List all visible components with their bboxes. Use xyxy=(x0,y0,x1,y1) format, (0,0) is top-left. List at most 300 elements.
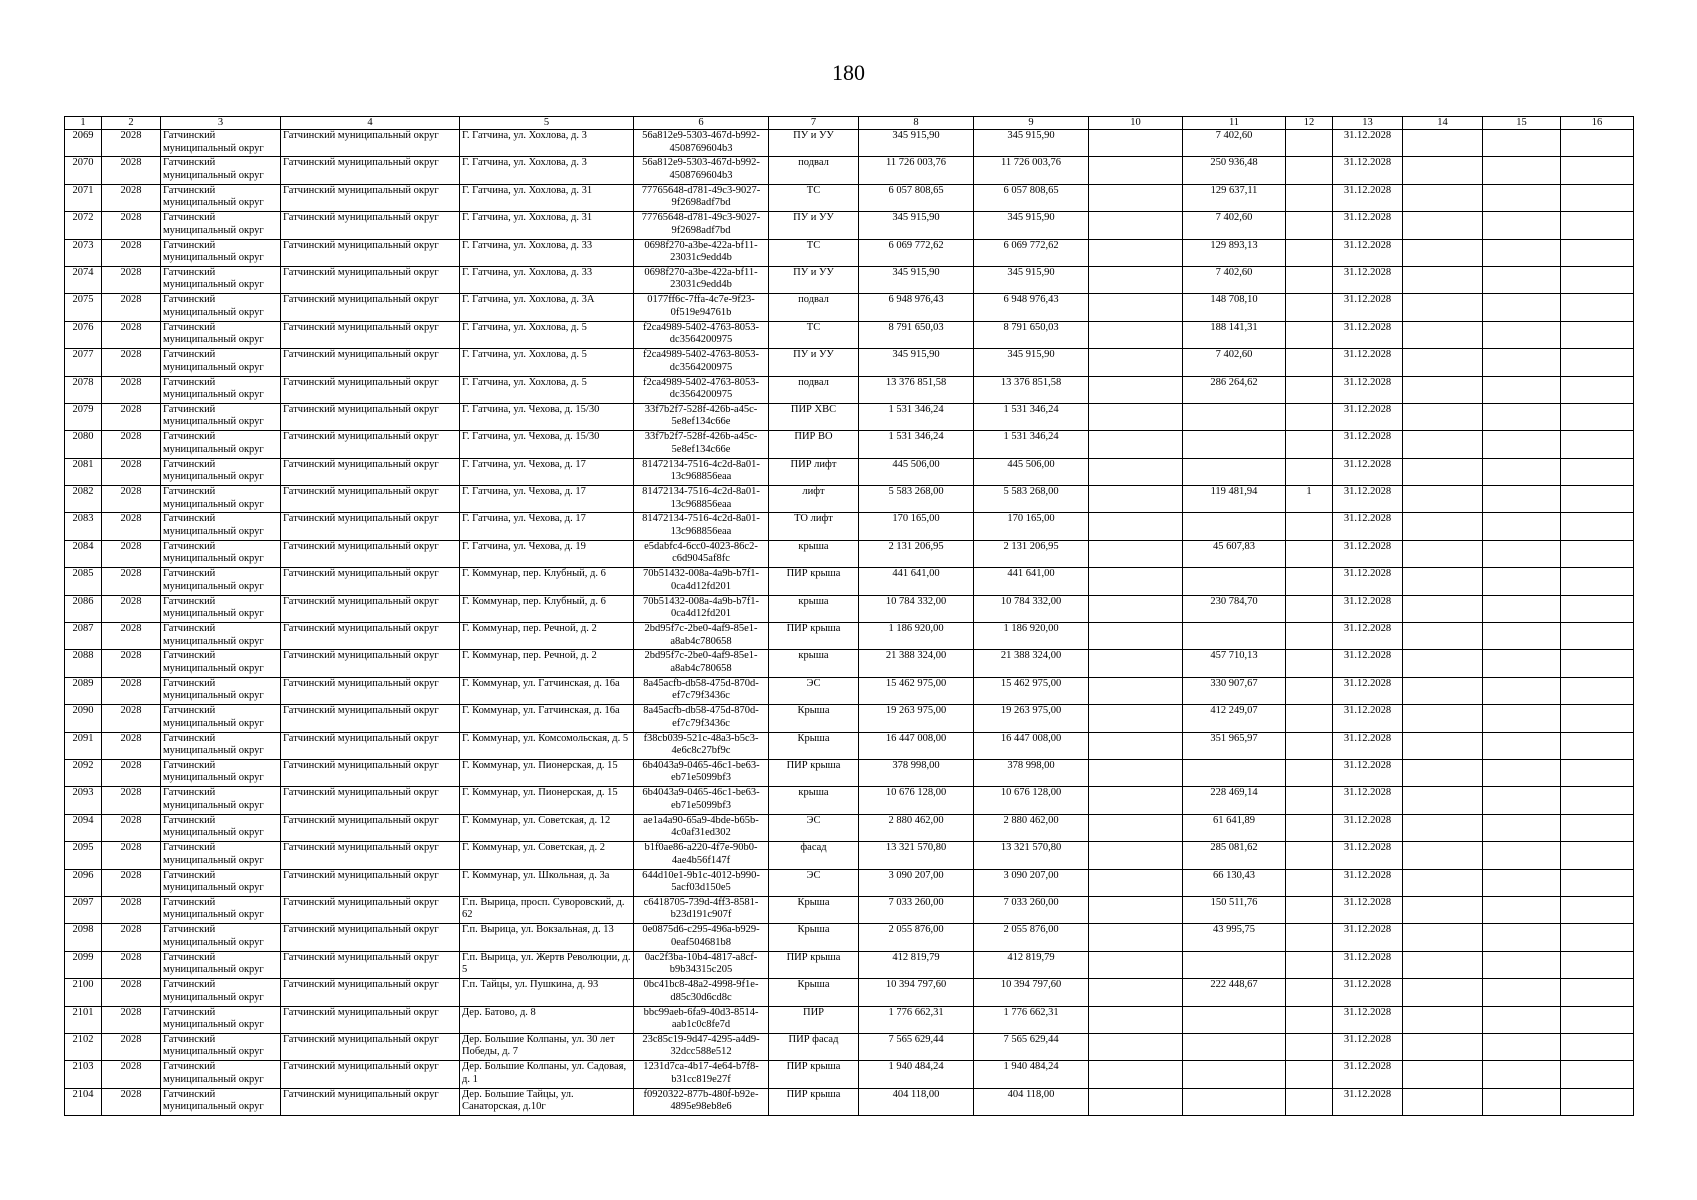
cell-col14 xyxy=(1403,540,1483,567)
cell-total-cost: 345 915,90 xyxy=(859,212,974,239)
cell-district: Гатчинский муниципальный округ xyxy=(281,787,460,814)
cell-total-cost: 15 462 975,00 xyxy=(859,677,974,704)
cell-municipality: Гатчинский муниципальный округ xyxy=(161,787,281,814)
cell-work-type: Крыша xyxy=(769,896,859,923)
cell-col12 xyxy=(1286,349,1333,376)
cell-deadline: 31.12.2028 xyxy=(1333,787,1403,814)
cell-cost-col11 xyxy=(1183,568,1286,595)
cell-address: Дер. Большие Колпаны, ул. Садовая, д. 1 xyxy=(460,1061,634,1088)
cell-col16 xyxy=(1561,239,1634,266)
cell-fias-code: 23c85c19-9d47-4295-a4d9-32dcc588e512 xyxy=(634,1033,769,1060)
cell-address: Г. Коммунар, ул. Пионерская, д. 15 xyxy=(460,759,634,786)
cell-address: Г. Коммунар, ул. Советская, д. 2 xyxy=(460,842,634,869)
cell-district: Гатчинский муниципальный округ xyxy=(281,759,460,786)
cell-row-number: 2083 xyxy=(65,513,102,540)
cell-col14 xyxy=(1403,239,1483,266)
cell-row-number: 2100 xyxy=(65,979,102,1006)
cell-deadline: 31.12.2028 xyxy=(1333,403,1403,430)
cell-address: Г. Коммунар, пер. Речной, д. 2 xyxy=(460,650,634,677)
cell-district: Гатчинский муниципальный округ xyxy=(281,1088,460,1115)
table-row xyxy=(65,842,1634,869)
cell-cost-fund: 404 118,00 xyxy=(974,1088,1089,1115)
cell-district: Гатчинский муниципальный округ xyxy=(281,540,460,567)
cell-col14 xyxy=(1403,294,1483,321)
cell-total-cost: 19 263 975,00 xyxy=(859,705,974,732)
cell-municipality: Гатчинский муниципальный округ xyxy=(161,705,281,732)
cell-col16 xyxy=(1561,924,1634,951)
cell-municipality: Гатчинский муниципальный округ xyxy=(161,130,281,157)
cell-district: Гатчинский муниципальный округ xyxy=(281,321,460,348)
cell-col14 xyxy=(1403,568,1483,595)
cell-fias-code: 56a812e9-5303-467d-b992-4508769604b3 xyxy=(634,130,769,157)
cell-cost-col11 xyxy=(1183,759,1286,786)
cell-cost-col10 xyxy=(1089,321,1183,348)
cell-municipality: Гатчинский муниципальный округ xyxy=(161,979,281,1006)
cell-total-cost: 378 998,00 xyxy=(859,759,974,786)
cell-row-number: 2074 xyxy=(65,266,102,293)
cell-col12 xyxy=(1286,239,1333,266)
cell-total-cost: 2 131 206,95 xyxy=(859,540,974,567)
data-table xyxy=(64,116,1634,1116)
table-row xyxy=(65,458,1634,485)
cell-fias-code: 81472134-7516-4c2d-8a01-13c968856eaa xyxy=(634,486,769,513)
cell-total-cost: 6 057 808,65 xyxy=(859,184,974,211)
cell-cost-fund: 345 915,90 xyxy=(974,266,1089,293)
cell-address: Г. Коммунар, ул. Пионерская, д. 15 xyxy=(460,787,634,814)
cell-col14 xyxy=(1403,321,1483,348)
cell-row-number: 2087 xyxy=(65,623,102,650)
cell-cost-col10 xyxy=(1089,896,1183,923)
cell-work-type: Крыша xyxy=(769,924,859,951)
cell-district: Гатчинский муниципальный округ xyxy=(281,595,460,622)
cell-col12 xyxy=(1286,896,1333,923)
cell-year: 2028 xyxy=(102,568,161,595)
cell-col15 xyxy=(1483,924,1561,951)
cell-address: Дер. Батово, д. 8 xyxy=(460,1006,634,1033)
table-row xyxy=(65,540,1634,567)
cell-cost-col10 xyxy=(1089,239,1183,266)
cell-col12 xyxy=(1286,513,1333,540)
cell-year: 2028 xyxy=(102,732,161,759)
cell-row-number: 2104 xyxy=(65,1088,102,1115)
cell-col14 xyxy=(1403,1061,1483,1088)
table-row xyxy=(65,896,1634,923)
column-header: 13 xyxy=(1333,117,1403,130)
cell-total-cost: 445 506,00 xyxy=(859,458,974,485)
cell-col14 xyxy=(1403,212,1483,239)
cell-row-number: 2091 xyxy=(65,732,102,759)
cell-district: Гатчинский муниципальный округ xyxy=(281,650,460,677)
cell-cost-col11: 7 402,60 xyxy=(1183,349,1286,376)
cell-work-type: ТС xyxy=(769,239,859,266)
cell-cost-col11: 129 893,13 xyxy=(1183,239,1286,266)
cell-col14 xyxy=(1403,869,1483,896)
cell-row-number: 2071 xyxy=(65,184,102,211)
cell-cost-col11: 119 481,94 xyxy=(1183,486,1286,513)
cell-col12 xyxy=(1286,184,1333,211)
cell-deadline: 31.12.2028 xyxy=(1333,979,1403,1006)
cell-cost-fund: 16 447 008,00 xyxy=(974,732,1089,759)
cell-row-number: 2098 xyxy=(65,924,102,951)
table-row xyxy=(65,623,1634,650)
cell-col15 xyxy=(1483,732,1561,759)
table-row xyxy=(65,513,1634,540)
cell-fias-code: 70b51432-008a-4a9b-b7f1-0ca4d12fd201 xyxy=(634,595,769,622)
cell-total-cost: 1 776 662,31 xyxy=(859,1006,974,1033)
cell-total-cost: 7 565 629,44 xyxy=(859,1033,974,1060)
cell-address: Г. Гатчина, ул. Чехова, д. 15/30 xyxy=(460,431,634,458)
cell-cost-col10 xyxy=(1089,294,1183,321)
cell-cost-fund: 1 776 662,31 xyxy=(974,1006,1089,1033)
cell-col12 xyxy=(1286,431,1333,458)
cell-fias-code: 8a45acfb-db58-475d-870d-ef7c79f3436c xyxy=(634,705,769,732)
cell-year: 2028 xyxy=(102,951,161,978)
cell-district: Гатчинский муниципальный округ xyxy=(281,896,460,923)
cell-col16 xyxy=(1561,540,1634,567)
cell-municipality: Гатчинский муниципальный округ xyxy=(161,869,281,896)
cell-cost-fund: 10 784 332,00 xyxy=(974,595,1089,622)
cell-col14 xyxy=(1403,732,1483,759)
cell-municipality: Гатчинский муниципальный округ xyxy=(161,321,281,348)
cell-cost-col11: 250 936,48 xyxy=(1183,157,1286,184)
cell-cost-fund: 441 641,00 xyxy=(974,568,1089,595)
cell-address: Г.п. Вырица, ул. Жертв Революции, д. 5 xyxy=(460,951,634,978)
cell-cost-col11: 129 637,11 xyxy=(1183,184,1286,211)
column-header: 3 xyxy=(161,117,281,130)
cell-col16 xyxy=(1561,951,1634,978)
cell-fias-code: 0ac2f3ba-10b4-4817-a8cf-b9b34315c205 xyxy=(634,951,769,978)
cell-cost-col10 xyxy=(1089,924,1183,951)
cell-col14 xyxy=(1403,403,1483,430)
cell-municipality: Гатчинский муниципальный округ xyxy=(161,157,281,184)
cell-address: Г. Гатчина, ул. Хохлова, д. 5 xyxy=(460,349,634,376)
cell-total-cost: 412 819,79 xyxy=(859,951,974,978)
column-header: 16 xyxy=(1561,117,1634,130)
cell-cost-col10 xyxy=(1089,157,1183,184)
cell-cost-col10 xyxy=(1089,623,1183,650)
cell-cost-col11: 7 402,60 xyxy=(1183,130,1286,157)
cell-cost-col10 xyxy=(1089,1088,1183,1115)
cell-col14 xyxy=(1403,951,1483,978)
table-row xyxy=(65,212,1634,239)
cell-total-cost: 1 531 346,24 xyxy=(859,431,974,458)
cell-col12 xyxy=(1286,951,1333,978)
cell-col15 xyxy=(1483,130,1561,157)
cell-work-type: Крыша xyxy=(769,705,859,732)
cell-cost-fund: 378 998,00 xyxy=(974,759,1089,786)
cell-col16 xyxy=(1561,1088,1634,1115)
cell-col16 xyxy=(1561,1033,1634,1060)
cell-col14 xyxy=(1403,677,1483,704)
cell-fias-code: 6b4043a9-0465-46c1-be63-eb71e5099bf3 xyxy=(634,787,769,814)
cell-year: 2028 xyxy=(102,623,161,650)
cell-col14 xyxy=(1403,486,1483,513)
cell-cost-col10 xyxy=(1089,1006,1183,1033)
cell-col12 xyxy=(1286,1061,1333,1088)
cell-cost-col10 xyxy=(1089,1033,1183,1060)
cell-year: 2028 xyxy=(102,787,161,814)
cell-cost-col10 xyxy=(1089,787,1183,814)
cell-col12 xyxy=(1286,294,1333,321)
cell-col15 xyxy=(1483,184,1561,211)
cell-deadline: 31.12.2028 xyxy=(1333,130,1403,157)
cell-cost-fund: 412 819,79 xyxy=(974,951,1089,978)
cell-district: Гатчинский муниципальный округ xyxy=(281,376,460,403)
cell-row-number: 2078 xyxy=(65,376,102,403)
table-row xyxy=(65,787,1634,814)
cell-cost-col11: 45 607,83 xyxy=(1183,540,1286,567)
cell-col15 xyxy=(1483,568,1561,595)
cell-work-type: ТС xyxy=(769,321,859,348)
cell-row-number: 2092 xyxy=(65,759,102,786)
cell-row-number: 2093 xyxy=(65,787,102,814)
cell-col16 xyxy=(1561,759,1634,786)
table-row xyxy=(65,130,1634,157)
cell-address: Г. Гатчина, ул. Чехова, д. 19 xyxy=(460,540,634,567)
cell-total-cost: 6 069 772,62 xyxy=(859,239,974,266)
cell-fias-code: 70b51432-008a-4a9b-b7f1-0ca4d12fd201 xyxy=(634,568,769,595)
cell-col15 xyxy=(1483,842,1561,869)
cell-col14 xyxy=(1403,184,1483,211)
table-row xyxy=(65,486,1634,513)
cell-col12 xyxy=(1286,623,1333,650)
cell-total-cost: 1 186 920,00 xyxy=(859,623,974,650)
cell-fias-code: c6418705-739d-4ff3-8581-b23d191c907f xyxy=(634,896,769,923)
cell-cost-col11: 286 264,62 xyxy=(1183,376,1286,403)
cell-municipality: Гатчинский муниципальный округ xyxy=(161,759,281,786)
cell-address: Г. Коммунар, ул. Гатчинская, д. 16а xyxy=(460,677,634,704)
cell-year: 2028 xyxy=(102,321,161,348)
cell-col16 xyxy=(1561,212,1634,239)
cell-district: Гатчинский муниципальный округ xyxy=(281,623,460,650)
cell-district: Гатчинский муниципальный округ xyxy=(281,184,460,211)
cell-col14 xyxy=(1403,458,1483,485)
cell-cost-fund: 345 915,90 xyxy=(974,130,1089,157)
cell-col14 xyxy=(1403,1006,1483,1033)
cell-address: Г. Гатчина, ул. Хохлова, д. 3А xyxy=(460,294,634,321)
cell-fias-code: 77765648-d781-49c3-9027-9f2698adf7bd xyxy=(634,212,769,239)
cell-col15 xyxy=(1483,1061,1561,1088)
cell-fias-code: 81472134-7516-4c2d-8a01-13c968856eaa xyxy=(634,458,769,485)
cell-row-number: 2086 xyxy=(65,595,102,622)
cell-year: 2028 xyxy=(102,212,161,239)
cell-cost-col10 xyxy=(1089,677,1183,704)
cell-district: Гатчинский муниципальный округ xyxy=(281,486,460,513)
cell-fias-code: f2ca4989-5402-4763-8053-dc3564200975 xyxy=(634,376,769,403)
cell-work-type: ПИР крыша xyxy=(769,1088,859,1115)
cell-col12 xyxy=(1286,540,1333,567)
cell-year: 2028 xyxy=(102,1006,161,1033)
cell-col12 xyxy=(1286,677,1333,704)
cell-cost-fund: 7 033 260,00 xyxy=(974,896,1089,923)
cell-deadline: 31.12.2028 xyxy=(1333,486,1403,513)
cell-year: 2028 xyxy=(102,403,161,430)
cell-col14 xyxy=(1403,595,1483,622)
cell-col12 xyxy=(1286,787,1333,814)
cell-col12 xyxy=(1286,266,1333,293)
cell-year: 2028 xyxy=(102,979,161,1006)
cell-col16 xyxy=(1561,513,1634,540)
cell-deadline: 31.12.2028 xyxy=(1333,951,1403,978)
cell-total-cost: 13 321 570,80 xyxy=(859,842,974,869)
cell-row-number: 2094 xyxy=(65,814,102,841)
table-row xyxy=(65,677,1634,704)
cell-fias-code: 0698f270-a3be-422a-bf11-23031c9edd4b xyxy=(634,239,769,266)
cell-municipality: Гатчинский муниципальный округ xyxy=(161,924,281,951)
cell-cost-col10 xyxy=(1089,130,1183,157)
cell-municipality: Гатчинский муниципальный округ xyxy=(161,431,281,458)
column-header: 8 xyxy=(859,117,974,130)
cell-total-cost: 1 531 346,24 xyxy=(859,403,974,430)
cell-cost-col11 xyxy=(1183,1006,1286,1033)
cell-col12 xyxy=(1286,595,1333,622)
column-header: 11 xyxy=(1183,117,1286,130)
cell-deadline: 31.12.2028 xyxy=(1333,705,1403,732)
cell-total-cost: 6 948 976,43 xyxy=(859,294,974,321)
cell-col16 xyxy=(1561,842,1634,869)
cell-col15 xyxy=(1483,814,1561,841)
cell-district: Гатчинский муниципальный округ xyxy=(281,1006,460,1033)
cell-fias-code: 33f7b2f7-528f-426b-a45c-5e8ef134c66e xyxy=(634,431,769,458)
cell-cost-col10 xyxy=(1089,759,1183,786)
cell-col12 xyxy=(1286,732,1333,759)
column-header: 5 xyxy=(460,117,634,130)
cell-total-cost: 21 388 324,00 xyxy=(859,650,974,677)
cell-fias-code: 644d10e1-9b1c-4012-b990-5acf03d150e5 xyxy=(634,869,769,896)
cell-cost-col10 xyxy=(1089,979,1183,1006)
cell-col12 xyxy=(1286,1033,1333,1060)
cell-municipality: Гатчинский муниципальный округ xyxy=(161,623,281,650)
cell-col12 xyxy=(1286,1006,1333,1033)
cell-deadline: 31.12.2028 xyxy=(1333,294,1403,321)
cell-address: Г.п. Вырица, просп. Суворовский, д. 62 xyxy=(460,896,634,923)
table-row xyxy=(65,759,1634,786)
cell-cost-fund: 2 131 206,95 xyxy=(974,540,1089,567)
cell-year: 2028 xyxy=(102,513,161,540)
cell-municipality: Гатчинский муниципальный округ xyxy=(161,595,281,622)
cell-work-type: крыша xyxy=(769,595,859,622)
cell-year: 2028 xyxy=(102,842,161,869)
cell-col12 xyxy=(1286,1088,1333,1115)
cell-fias-code: 0177ff6c-7ffa-4c7e-9f23-0f519e94761b xyxy=(634,294,769,321)
column-header: 4 xyxy=(281,117,460,130)
column-header: 10 xyxy=(1089,117,1183,130)
cell-work-type: крыша xyxy=(769,650,859,677)
cell-year: 2028 xyxy=(102,349,161,376)
cell-work-type: крыша xyxy=(769,540,859,567)
cell-total-cost: 5 583 268,00 xyxy=(859,486,974,513)
cell-col16 xyxy=(1561,650,1634,677)
cell-year: 2028 xyxy=(102,924,161,951)
cell-year: 2028 xyxy=(102,1061,161,1088)
cell-col16 xyxy=(1561,349,1634,376)
cell-col12 xyxy=(1286,979,1333,1006)
cell-col16 xyxy=(1561,595,1634,622)
cell-cost-col11 xyxy=(1183,951,1286,978)
table-row xyxy=(65,869,1634,896)
cell-year: 2028 xyxy=(102,294,161,321)
cell-cost-fund: 6 948 976,43 xyxy=(974,294,1089,321)
cell-cost-fund: 3 090 207,00 xyxy=(974,869,1089,896)
cell-col12 xyxy=(1286,212,1333,239)
cell-address: Г. Гатчина, ул. Хохлова, д. 33 xyxy=(460,239,634,266)
cell-row-number: 2099 xyxy=(65,951,102,978)
cell-work-type: Крыша xyxy=(769,979,859,1006)
cell-row-number: 2075 xyxy=(65,294,102,321)
cell-row-number: 2096 xyxy=(65,869,102,896)
cell-col15 xyxy=(1483,431,1561,458)
cell-deadline: 31.12.2028 xyxy=(1333,1033,1403,1060)
page-number: 180 xyxy=(832,60,865,85)
cell-cost-col11: 43 995,75 xyxy=(1183,924,1286,951)
cell-cost-col11 xyxy=(1183,1088,1286,1115)
cell-col16 xyxy=(1561,677,1634,704)
cell-col12 xyxy=(1286,403,1333,430)
cell-year: 2028 xyxy=(102,458,161,485)
cell-col12 xyxy=(1286,157,1333,184)
cell-year: 2028 xyxy=(102,431,161,458)
cell-col16 xyxy=(1561,1006,1634,1033)
cell-row-number: 2072 xyxy=(65,212,102,239)
cell-fias-code: ae1a4a90-65a9-4bde-b65b-4c0af31ed302 xyxy=(634,814,769,841)
cell-row-number: 2076 xyxy=(65,321,102,348)
cell-cost-col10 xyxy=(1089,212,1183,239)
cell-col15 xyxy=(1483,951,1561,978)
cell-row-number: 2073 xyxy=(65,239,102,266)
cell-year: 2028 xyxy=(102,705,161,732)
cell-col15 xyxy=(1483,759,1561,786)
cell-cost-fund: 445 506,00 xyxy=(974,458,1089,485)
cell-col16 xyxy=(1561,1061,1634,1088)
cell-row-number: 2102 xyxy=(65,1033,102,1060)
cell-cost-fund: 345 915,90 xyxy=(974,212,1089,239)
cell-address: Г. Гатчина, ул. Хохлова, д. 33 xyxy=(460,266,634,293)
cell-district: Гатчинский муниципальный округ xyxy=(281,349,460,376)
table-row xyxy=(65,568,1634,595)
cell-deadline: 31.12.2028 xyxy=(1333,431,1403,458)
cell-deadline: 31.12.2028 xyxy=(1333,677,1403,704)
cell-cost-fund: 13 376 851,58 xyxy=(974,376,1089,403)
cell-col16 xyxy=(1561,458,1634,485)
cell-col16 xyxy=(1561,294,1634,321)
cell-row-number: 2101 xyxy=(65,1006,102,1033)
cell-district: Гатчинский муниципальный округ xyxy=(281,513,460,540)
cell-district: Гатчинский муниципальный округ xyxy=(281,705,460,732)
cell-col14 xyxy=(1403,787,1483,814)
cell-address: Г. Гатчина, ул. Хохлова, д. 3 xyxy=(460,130,634,157)
cell-address: Г. Гатчина, ул. Чехова, д. 17 xyxy=(460,513,634,540)
cell-cost-col10 xyxy=(1089,951,1183,978)
cell-col14 xyxy=(1403,1033,1483,1060)
cell-row-number: 2084 xyxy=(65,540,102,567)
cell-municipality: Гатчинский муниципальный округ xyxy=(161,1088,281,1115)
cell-total-cost: 10 784 332,00 xyxy=(859,595,974,622)
cell-year: 2028 xyxy=(102,540,161,567)
cell-work-type: ПУ и УУ xyxy=(769,266,859,293)
cell-cost-col11: 66 130,43 xyxy=(1183,869,1286,896)
cell-district: Гатчинский муниципальный округ xyxy=(281,951,460,978)
cell-col15 xyxy=(1483,1088,1561,1115)
cell-cost-fund: 19 263 975,00 xyxy=(974,705,1089,732)
cell-municipality: Гатчинский муниципальный округ xyxy=(161,239,281,266)
cell-district: Гатчинский муниципальный округ xyxy=(281,239,460,266)
cell-cost-col11: 188 141,31 xyxy=(1183,321,1286,348)
cell-work-type: подвал xyxy=(769,294,859,321)
cell-district: Гатчинский муниципальный округ xyxy=(281,842,460,869)
cell-work-type: ТО лифт xyxy=(769,513,859,540)
cell-cost-col11: 7 402,60 xyxy=(1183,212,1286,239)
cell-deadline: 31.12.2028 xyxy=(1333,212,1403,239)
